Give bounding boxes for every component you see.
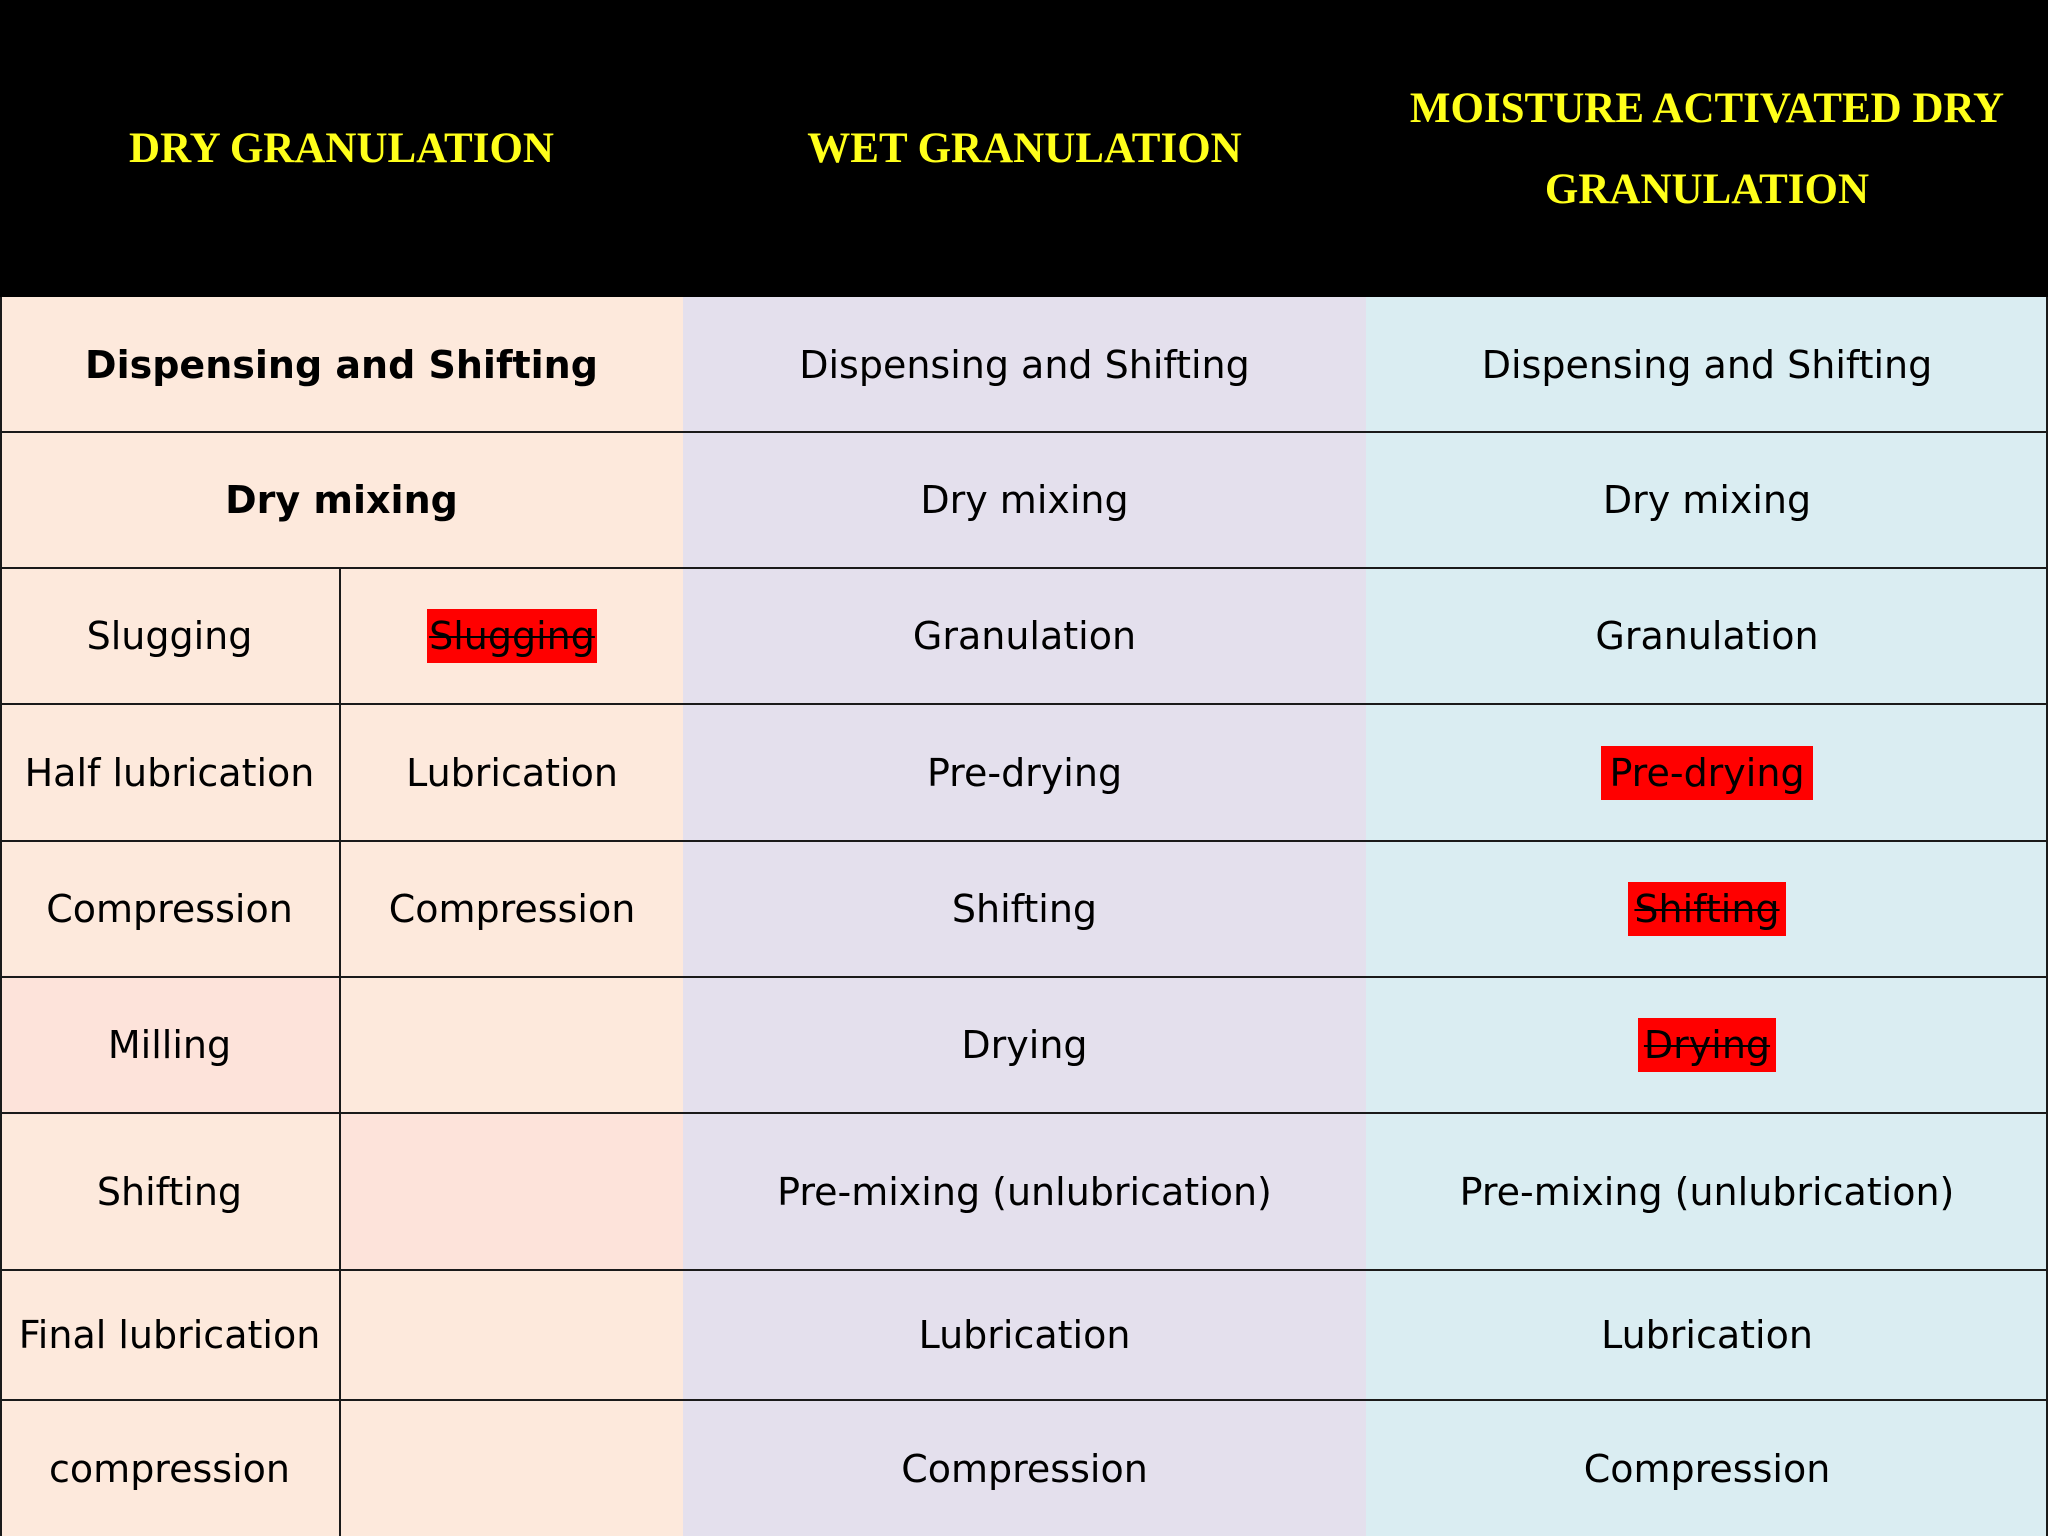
madg-step-8: Lubrication — [1601, 1313, 1813, 1357]
wet-step-7: Pre-mixing (unlubrication) — [777, 1169, 1272, 1214]
wet-step-6: Drying — [961, 1023, 1088, 1067]
highlight: Pre-drying — [1601, 746, 1812, 800]
header-madg-line-2: GRANULATION — [1544, 165, 1870, 213]
struck-highlight: Drying — [1638, 1018, 1776, 1072]
madg-step-7: Pre-mixing (unlubrication) — [1459, 1169, 1955, 1214]
cell-tint — [341, 1113, 683, 1270]
wet-step-8: Lubrication — [918, 1313, 1131, 1357]
wet-step-9: Compression — [901, 1446, 1148, 1491]
madg-step-2: Dry mixing — [1602, 478, 1812, 522]
madg-step-3: Granulation — [1595, 614, 1819, 658]
dry-route-a-step-4: Milling — [107, 1023, 232, 1067]
dry-route-a-step-2: Half lubrication — [24, 750, 315, 795]
header-moisture-activated-dry-granulation — [1366, 0, 2048, 297]
table-header — [0, 0, 2048, 297]
header-wet-granulation: WET GRANULATION — [807, 125, 1242, 172]
header-madg-line-1: MOISTURE ACTIVATED DRY — [1409, 84, 2005, 132]
struck-highlight: Shifting — [1628, 882, 1785, 936]
dry-step-1: Dispensing and Shifting — [85, 342, 598, 387]
madg-step-1: Dispensing and Shifting — [1481, 342, 1933, 387]
madg-step-4 — [1366, 705, 2048, 840]
dry-route-a-step-1: Slugging — [86, 614, 253, 658]
dry-route-a-step-3: Compression — [46, 887, 293, 931]
wet-step-4: Pre-drying — [926, 750, 1123, 795]
struck-highlight: Slugging — [427, 609, 597, 663]
wet-step-5: Shifting — [951, 887, 1098, 931]
dry-route-a-step-5: Shifting — [96, 1169, 243, 1214]
dry-route-b-step-2: Lubrication — [406, 750, 618, 795]
header-dry-granulation: DRY GRANULATION — [129, 125, 554, 172]
madg-step-6 — [1366, 978, 2048, 1112]
dry-route-a-step-7: compression — [49, 1446, 290, 1491]
wet-step-1: Dispensing and Shifting — [799, 342, 1250, 387]
dry-route-b-step-1 — [341, 569, 683, 703]
wet-step-2: Dry mixing — [920, 478, 1129, 522]
wet-step-3: Granulation — [912, 614, 1137, 658]
madg-step-9: Compression — [1583, 1446, 1831, 1491]
dry-step-2: Dry mixing — [225, 478, 458, 522]
dry-route-a-step-6: Final lubrication — [18, 1313, 321, 1357]
madg-step-5 — [1366, 842, 2048, 976]
dry-route-b-step-3: Compression — [388, 887, 636, 931]
